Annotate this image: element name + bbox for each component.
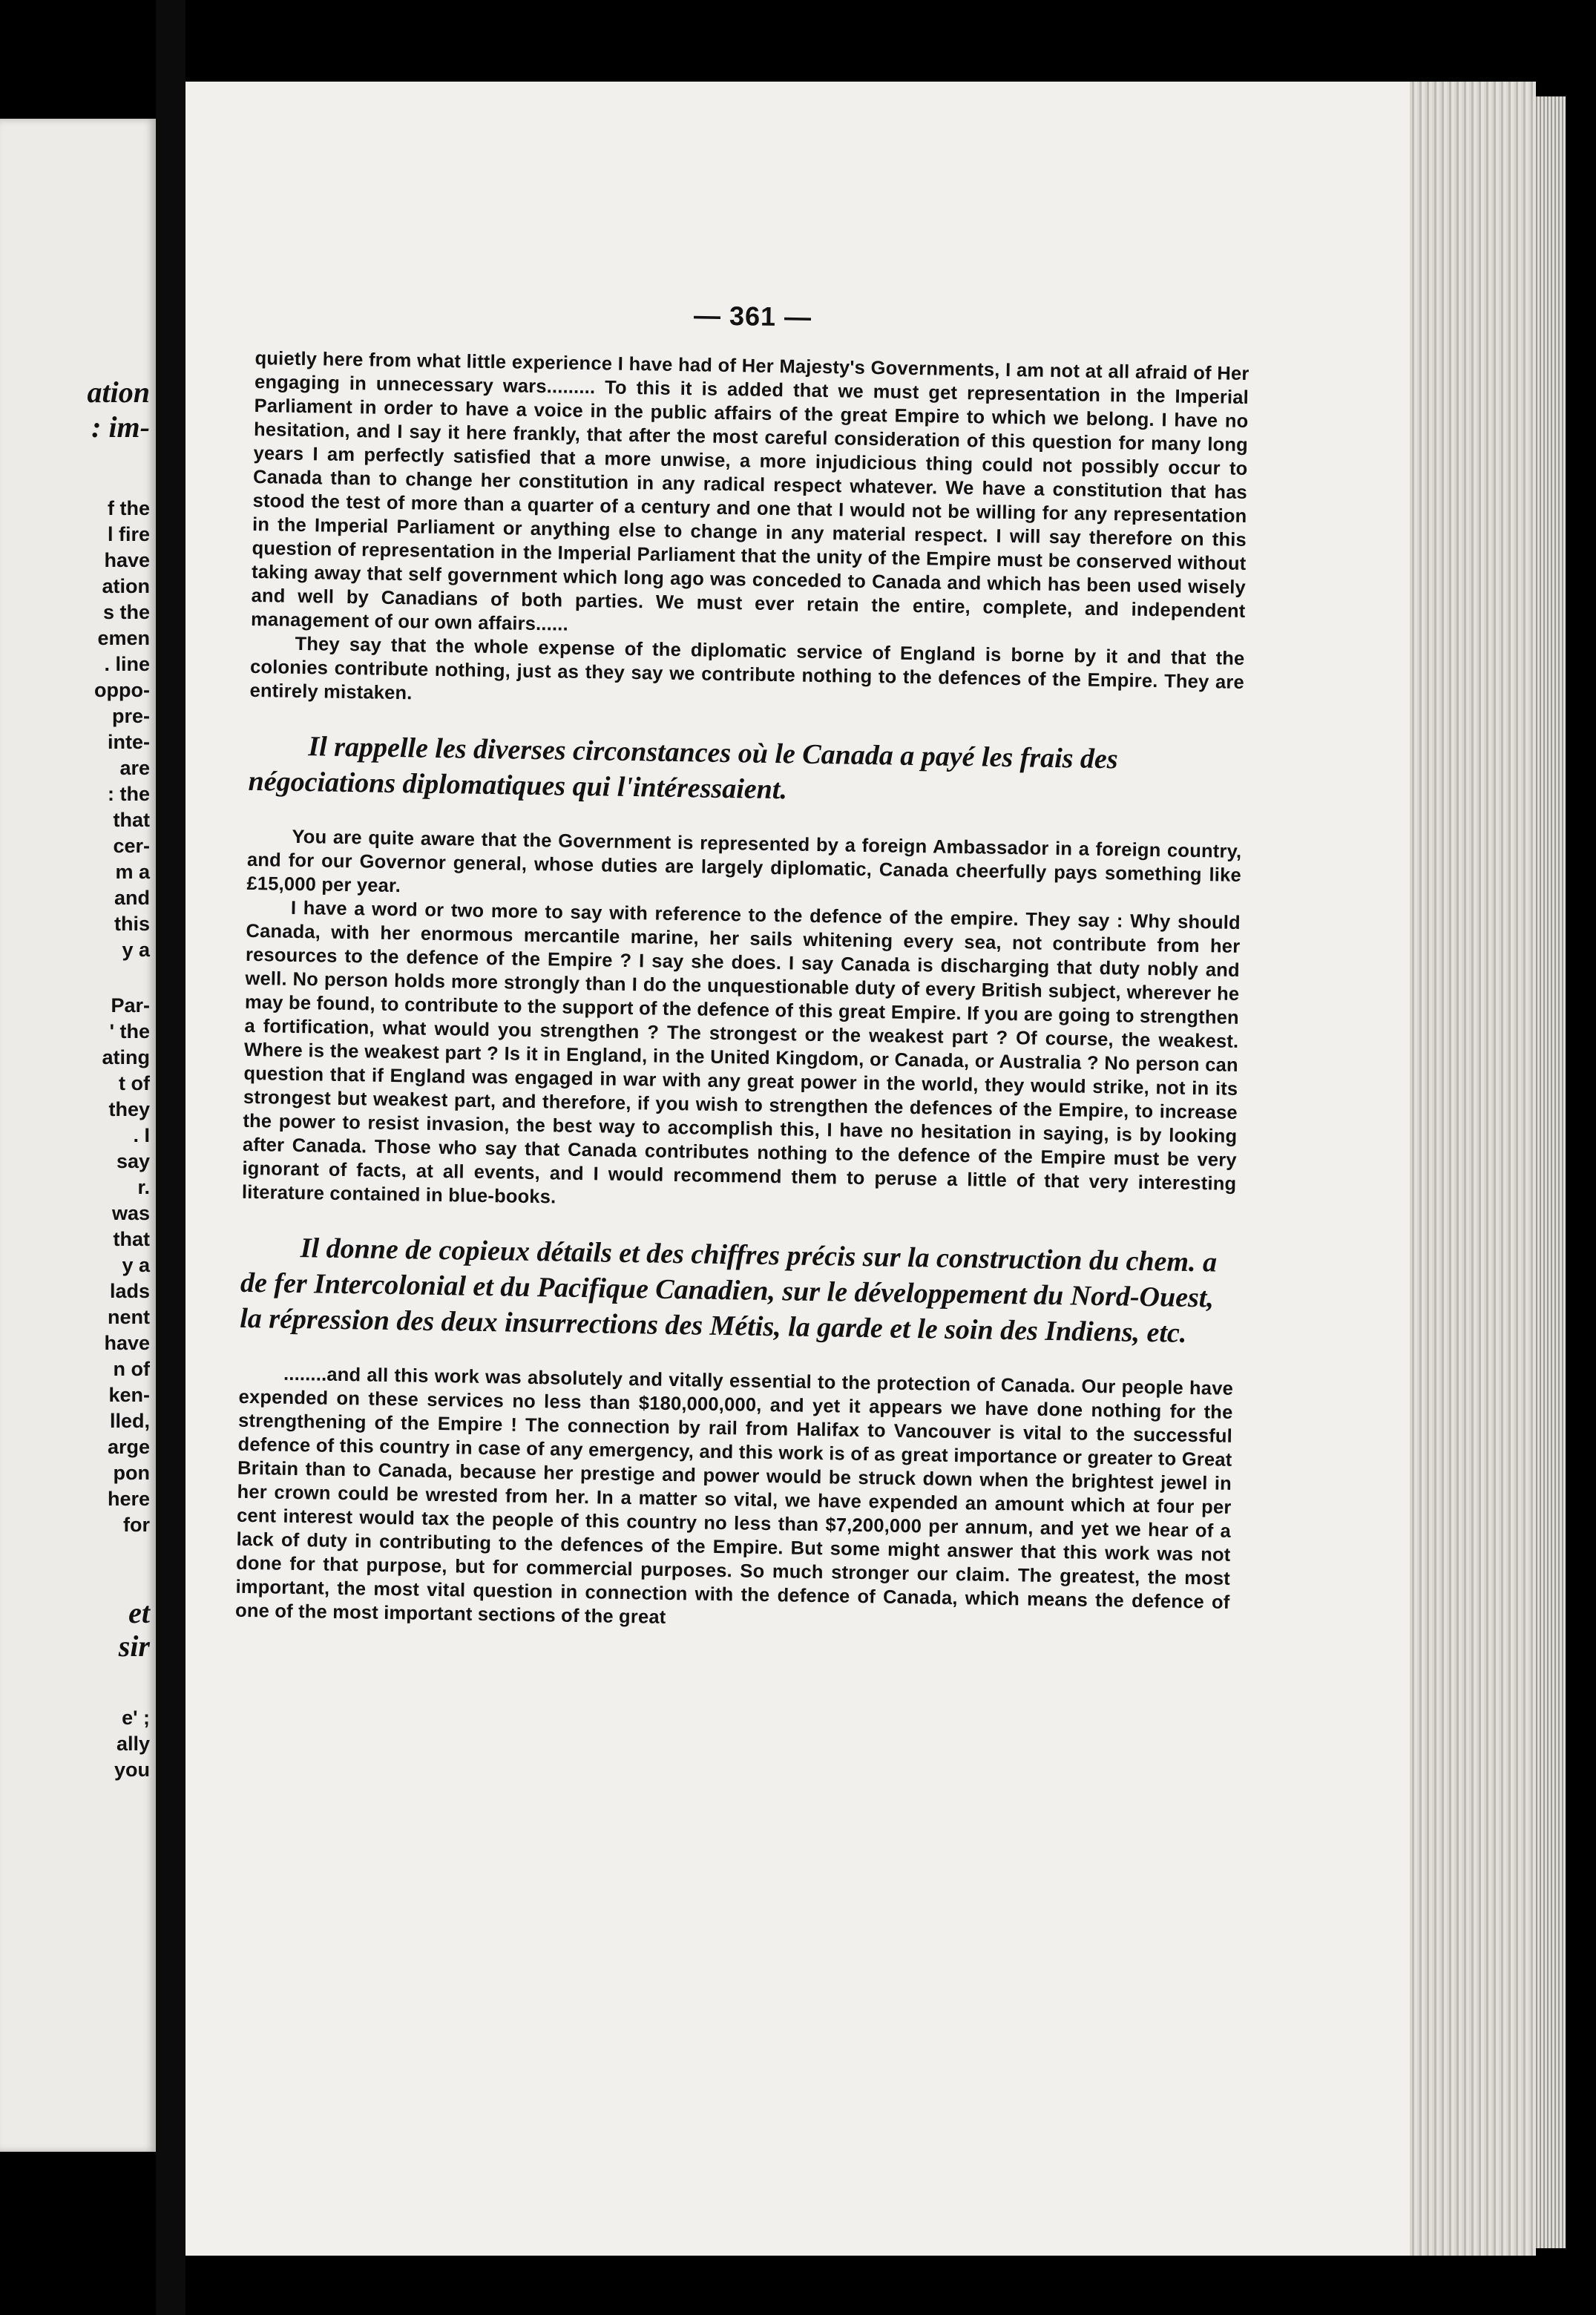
- body-paragraph: They say that the whole expense of the diplomatic service of England is borne by it and that the colonies contribute nothing, just as they say we contribute nothing to the defences of the Empire. They are entirely mistaken.: [249, 633, 1245, 704]
- left-page-fragment-line: cer-: [113, 835, 150, 857]
- left-page-fragment-line: : the: [108, 783, 150, 805]
- body-paragraph: I have a word or two more to say with reference to the defence of the empire. They say : Why should Canada, with her enormous mercantile marine, her sails whitening every sea, not contribute from her resources to the defence of the Empire ? I say she does. I say Canada is discharging that duty nobly and well. No person holds more strongly than I do the unquestionable duty of every British subject, wherever he may be found, to contribute to the support of the defence of this great Empire. If you are going to strengthen a fortification, what would you strengthen ? The strongest or the weakest part ? Of course, the weakest. Where is the weakest part ? Is it in England, in the United Kingdom, or Canada, or Australia ? No person can question that if England was engaged in war with any great power in the world, they would strike, not in its strongest but weakest part, and therefore, if you wish to strengthen the defences of the Empire, to increase the power to resist invasion, the best way to accomplish this, I have no hesitation in saying, is by looking after Canada. Those who say that Canada contributes nothing to the defence of the Empire must be very ignorant of facts, at all events, and I would recommend them to peruse a little of that very interesting literature contained in blue-books.: [241, 897, 1241, 1208]
- left-page-fragment-line: f the: [108, 497, 150, 519]
- left-page-fragment-line: you: [114, 1759, 150, 1781]
- body-paragraph: quietly here from what little experience I have had of Her Majesty's Governments, I am not at all afraid of Her engaging in unnecessary wars......... To this it is added that we must get representation in the Imperial Parliament in order to have a voice in the public affairs of the great Empire to which we belong. I have no hesitation, and I say it here frankly, that after the most careful consideration of this question for many long years I am perfectly satisfied that a more unwise, a more injudicious thing could not possibly occur to Canada than to change her constitution in any radical respect whatever. We have a constitution that has stood the test of more than a quarter of a century and one that I would not be willing for any representation in the Imperial Parliament or anything else to change in any material respect. I will say therefore on this question of representation in the Imperial Parliament that the unity of the Empire must be conserved without taking away that self government which long ago was conceded to Canada and which has been used wisely and well by Canadians of both parties. We must ever retain the entire, complete, and independent management of our own affairs......: [250, 347, 1249, 635]
- left-page-fragment-line: arge: [107, 1436, 150, 1458]
- left-page-fragment-line: ally: [116, 1733, 150, 1755]
- page-content: [235, 293, 1250, 1638]
- left-page-fragment-line: that: [113, 1228, 150, 1250]
- left-page-fragment-line: pon: [113, 1462, 150, 1484]
- left-page-fragment-line: n of: [113, 1358, 150, 1380]
- left-page-fragment-line: et: [128, 1596, 150, 1629]
- left-page-fragment-line: . I: [133, 1124, 150, 1146]
- left-page-fragment-line: lled,: [109, 1410, 150, 1432]
- left-page-fragment-line: ' the: [109, 1020, 150, 1042]
- left-page-fragment-line: lads: [109, 1280, 150, 1302]
- left-page-fragment-line: inte-: [108, 731, 150, 753]
- left-page-fragment-line: have: [104, 1332, 150, 1354]
- left-page-fragment-line: y a: [122, 1254, 150, 1276]
- left-page-fragment-line: sir: [118, 1629, 150, 1663]
- left-page-fragment-line: here: [107, 1488, 150, 1510]
- left-page-fragment-line: e' ;: [122, 1707, 150, 1729]
- left-page-fragment-line: oppo-: [94, 679, 150, 701]
- left-page-fragment-line: and: [114, 887, 150, 909]
- left-page-fragment-line: nent: [108, 1306, 150, 1328]
- left-page-fragment-line: ken-: [108, 1384, 150, 1406]
- left-page-fragment-line: . line: [104, 653, 150, 675]
- left-page-fragment-line: say: [116, 1150, 150, 1172]
- left-page-fragment-line: for: [123, 1514, 150, 1536]
- left-page-fragment-line: : im-: [91, 410, 150, 444]
- left-page-fragment-line: that: [113, 809, 150, 831]
- left-page-fragment-line: r.: [137, 1176, 150, 1198]
- left-page-fragment-line: ating: [102, 1046, 150, 1068]
- left-page-fragment-line: ation: [87, 375, 150, 409]
- left-page-fragment-line: m a: [115, 861, 150, 883]
- body-paragraph: You are quite aware that the Government is represented by a foreign Ambassador in a foreign country, and for our Governor general, whose duties are largely diplomatic, Canada cheerfully pays something like £15,000 per year.: [246, 826, 1242, 897]
- left-page-fragment-line: this: [114, 913, 150, 935]
- left-page-fragment-line: s the: [102, 601, 150, 623]
- left-page-fragment-line: they: [108, 1098, 150, 1120]
- left-page-fragment-line: l fire: [107, 523, 150, 545]
- page-number: — 361 —: [693, 300, 812, 332]
- body-paragraph: ........and all this work was absolutely and vitally essential to the protection of Canada. Our people have expended on these services no less than $180,000,000, and yet it appears we have done nothing for the strengthening of the Empire ! The connection by rail from Halifax to Vancouver is vital to the successful defence of this country in case of any emergency, and this work is of as great importance or greater to Great Britain than to Canada, because her prestige and power would be struck down when the brightest jewel in her crown could be wrested from her. In a matter so vital, we have expended an amount which at four per cent interest would tax the people of this country no less than $7,200,000 per annum, and yet we hear of a lack of duty in contributing to the defences of the Empire. But some might answer that this work was not done for that purpose, but for commercial purposes. So much stronger our claim. The greatest, the most important, the most vital question in connection with the defence of Canada, which means the defence of one of the most important sections of the great: [234, 1363, 1234, 1628]
- section-heading: Il donne de copieux détails et des chiffres précis sur la construction du chem. a de fer Intercolonial et du Pacifique Canadien, sur le développement du Nord-Ouest, la répression des deux insurrections des Métis, la garde et le soin des Indiens, etc.: [239, 1232, 1218, 1349]
- section-heading: Il rappelle les diverses circonstances où le Canada a payé les frais des négociations diplomatiques qui l'intéressaient.: [248, 731, 1118, 806]
- page-edge: [1410, 82, 1536, 2256]
- left-page-fragment-line: are: [119, 757, 150, 779]
- left-page-fragment-line: was: [111, 1202, 150, 1224]
- left-page-fragment-line: emen: [97, 627, 150, 649]
- left-page-fragment: [0, 119, 156, 2152]
- left-page-fragment-line: Par-: [111, 994, 150, 1017]
- book-gutter: [156, 0, 185, 2315]
- body-text: [235, 347, 1249, 1638]
- left-page-fragment-line: y a: [122, 939, 150, 961]
- left-page-fragment-line: ation: [102, 575, 150, 597]
- left-page-fragment-line: t of: [119, 1072, 150, 1094]
- left-page-fragment-line: pre-: [111, 705, 150, 727]
- page-stack-edge: [1536, 96, 1566, 2248]
- left-page-fragment-line: have: [104, 549, 150, 571]
